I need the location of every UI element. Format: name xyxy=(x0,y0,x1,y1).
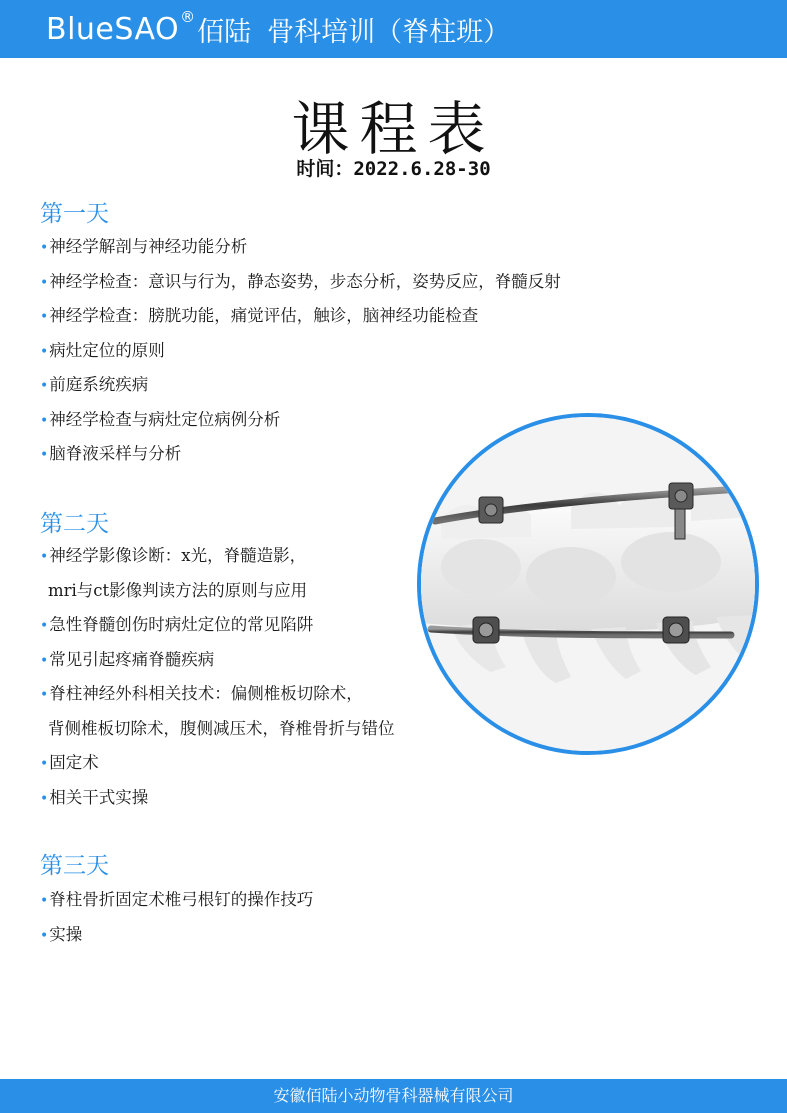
list-item: •神经学解剖与神经功能分析 xyxy=(40,237,248,256)
day-3-list xyxy=(40,883,313,952)
list-item: •固定术 xyxy=(40,753,99,772)
header-title xyxy=(46,4,510,54)
day-1-list xyxy=(40,230,561,472)
list-item-continuation: mri与ct影像判读方法的原则与应用 xyxy=(48,580,308,600)
list-item: •病灶定位的原则 xyxy=(40,340,165,360)
list-item: •急性脊髓创伤时病灶定位的常见陷阱 xyxy=(40,615,314,634)
course-name: 骨科培训（脊柱班） xyxy=(267,16,511,48)
list-item: •神经学检查：膀胱功能，痛觉评估，触诊，脑神经功能检查 xyxy=(40,306,479,325)
bullet-icon: • xyxy=(40,618,49,634)
list-item-continuation: 背侧椎板切除术，腹侧减压术，脊椎骨折与错位 xyxy=(48,718,395,738)
day-3-heading: 第三天 xyxy=(40,853,109,879)
registered-mark: ® xyxy=(180,8,196,26)
list-item: •脊柱骨折固定术椎弓根钉的操作技巧 xyxy=(40,890,314,909)
footer-company: 安徽佰陆小动物骨科器械有限公司 xyxy=(0,1079,787,1113)
spine-model-image xyxy=(421,417,755,751)
day-2-list xyxy=(40,539,395,815)
list-item: •常见引起疼痛脊髓疾病 xyxy=(40,649,215,669)
spine-implant-photo xyxy=(417,413,759,755)
page-title: 课程表 xyxy=(291,95,496,163)
bullet-icon: • xyxy=(40,652,49,669)
bullet-icon: • xyxy=(40,378,49,394)
bullet-icon: • xyxy=(40,756,49,772)
bullet-icon: • xyxy=(40,309,49,325)
day-2-heading: 第二天 xyxy=(40,511,109,537)
bullet-icon: • xyxy=(40,687,49,703)
bullet-icon: • xyxy=(40,790,49,807)
bullet-icon: • xyxy=(40,343,49,360)
bullet-icon: • xyxy=(40,893,49,909)
bullet-icon: • xyxy=(40,927,49,944)
list-item: •相关干式实操 xyxy=(40,787,149,807)
list-item: •脊柱神经外科相关技术：偏侧椎板切除术， xyxy=(40,684,363,703)
brand-chinese-name: 佰陆 xyxy=(197,16,252,48)
list-item: •神经学检查与病灶定位病例分析 xyxy=(40,409,281,429)
bullet-icon: • xyxy=(40,549,49,565)
bullet-icon: • xyxy=(40,412,49,429)
day-1-heading: 第一天 xyxy=(40,201,109,227)
brand-logo-text: BlueSAO xyxy=(46,11,180,47)
header-bar xyxy=(0,0,787,58)
list-item: •实操 xyxy=(40,924,83,944)
list-item: •神经学影像诊断：x光，脊髓造影， xyxy=(40,546,307,565)
list-item: •脑脊液采样与分析 xyxy=(40,444,182,463)
list-item: •神经学检查：意识与行为，静态姿势，步态分析，姿势反应，脊髓反射 xyxy=(40,271,561,291)
course-date: 时间：2022.6.28-30 xyxy=(296,158,491,180)
bullet-icon: • xyxy=(40,240,49,256)
bullet-icon: • xyxy=(40,274,49,291)
list-item: •前庭系统疾病 xyxy=(40,375,149,394)
bullet-icon: • xyxy=(40,447,49,463)
